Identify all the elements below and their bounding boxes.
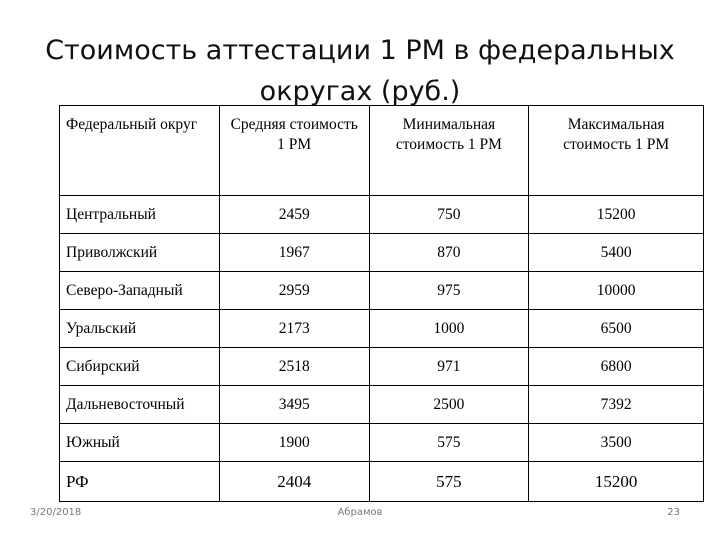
- cell-average: 2173: [219, 310, 369, 348]
- cell-max: 5400: [529, 234, 704, 272]
- cell-average: 1967: [219, 234, 369, 272]
- cell-district: Приволжский: [60, 234, 220, 272]
- cell-average: 2459: [219, 196, 369, 234]
- table-header-row: [60, 106, 704, 196]
- cost-table: [59, 105, 704, 502]
- footer-author: Абрамов: [337, 507, 383, 518]
- table-row: [60, 386, 704, 424]
- cell-max: 10000: [529, 272, 704, 310]
- cell-district: Северо-Западный: [60, 272, 220, 310]
- cell-min: 2500: [369, 386, 529, 424]
- footer-date: 3/20/2018: [30, 507, 82, 518]
- cell-district: РФ: [60, 462, 220, 502]
- table-row: [60, 272, 704, 310]
- cell-min: 575: [369, 424, 529, 462]
- table-row: [60, 196, 704, 234]
- cell-max: 7392: [529, 386, 704, 424]
- cell-district: Центральный: [60, 196, 220, 234]
- cell-max: 6500: [529, 310, 704, 348]
- slide-title-line-2: округах (руб.): [259, 76, 461, 107]
- table-row: [60, 234, 704, 272]
- cell-min: 870: [369, 234, 529, 272]
- cell-district: Дальневосточный: [60, 386, 220, 424]
- cell-average: 1900: [219, 424, 369, 462]
- header-max-cost: Максимальная стоимость 1 РМ: [529, 106, 704, 196]
- cell-average: 2404: [219, 462, 369, 502]
- slide-title: [40, 30, 680, 112]
- header-min-cost: Минимальная стоимость 1 РМ: [369, 106, 529, 196]
- table-row: [60, 424, 704, 462]
- table-row-total: [60, 462, 704, 502]
- cell-average: 3495: [219, 386, 369, 424]
- cell-max: 15200: [529, 462, 704, 502]
- cell-max: 15200: [529, 196, 704, 234]
- cell-average: 2959: [219, 272, 369, 310]
- cell-min: 750: [369, 196, 529, 234]
- cell-district: Сибирский: [60, 348, 220, 386]
- header-district: Федеральный округ: [60, 106, 220, 196]
- cell-district: Уральский: [60, 310, 220, 348]
- slide-title-line-1: Стоимость аттестации 1 РМ в федеральных: [45, 35, 675, 66]
- cell-min: 975: [369, 272, 529, 310]
- cell-max: 6800: [529, 348, 704, 386]
- cell-max: 3500: [529, 424, 704, 462]
- cell-district: Южный: [60, 424, 220, 462]
- footer-page-number: 23: [667, 507, 680, 518]
- cell-min: 971: [369, 348, 529, 386]
- table-row: [60, 348, 704, 386]
- header-average-cost: Средняя стоимость 1 РМ: [219, 106, 369, 196]
- cell-average: 2518: [219, 348, 369, 386]
- table-row: [60, 310, 704, 348]
- cell-min: 1000: [369, 310, 529, 348]
- cell-min: 575: [369, 462, 529, 502]
